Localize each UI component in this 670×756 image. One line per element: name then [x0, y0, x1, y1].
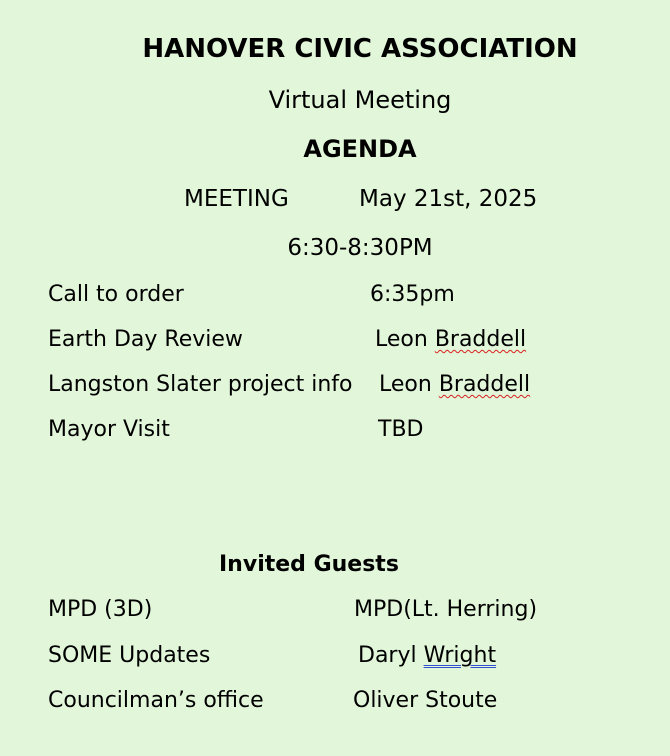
meeting-date: May 21st, 2025 [359, 186, 538, 212]
guest-item-detail: Oliver Stoute [353, 688, 498, 713]
invited-guests-heading: Invited Guests [219, 552, 399, 577]
agenda-item-detail: 6:35pm [370, 282, 455, 307]
presenter-first-name: Leon [379, 372, 432, 397]
presenter-first-name: Leon [375, 327, 428, 352]
presenter-last-name: Braddell [438, 372, 531, 397]
agenda-item-label: Langston Slater project info [48, 372, 353, 397]
guest-first-name: Daryl [358, 643, 417, 668]
meeting-label: MEETING [184, 186, 289, 212]
agenda-item-detail: TBD [378, 417, 424, 442]
guest-item-detail: MPD(Lt. Herring) [354, 597, 538, 622]
agenda-item-label: Call to order [48, 282, 184, 307]
guest-item-label: MPD (3D) [48, 597, 153, 622]
agenda-item-presenter [379, 370, 530, 400]
meeting-time: 6:30-8:30PM [287, 235, 433, 261]
guest-item-label: Councilman’s office [48, 688, 264, 713]
guest-last-name: Wright [423, 643, 497, 668]
guest-item-label: SOME Updates [48, 643, 211, 668]
agenda-item-label: Earth Day Review [48, 327, 243, 352]
guest-item-detail [358, 641, 496, 671]
agenda-heading: AGENDA [303, 135, 417, 163]
agenda-item-label: Mayor Visit [48, 417, 170, 442]
meeting-type: Virtual Meeting [268, 86, 452, 114]
organization-title: HANOVER CIVIC ASSOCIATION [142, 34, 578, 64]
presenter-last-name: Braddell [434, 327, 527, 352]
agenda-item-presenter [375, 325, 526, 355]
